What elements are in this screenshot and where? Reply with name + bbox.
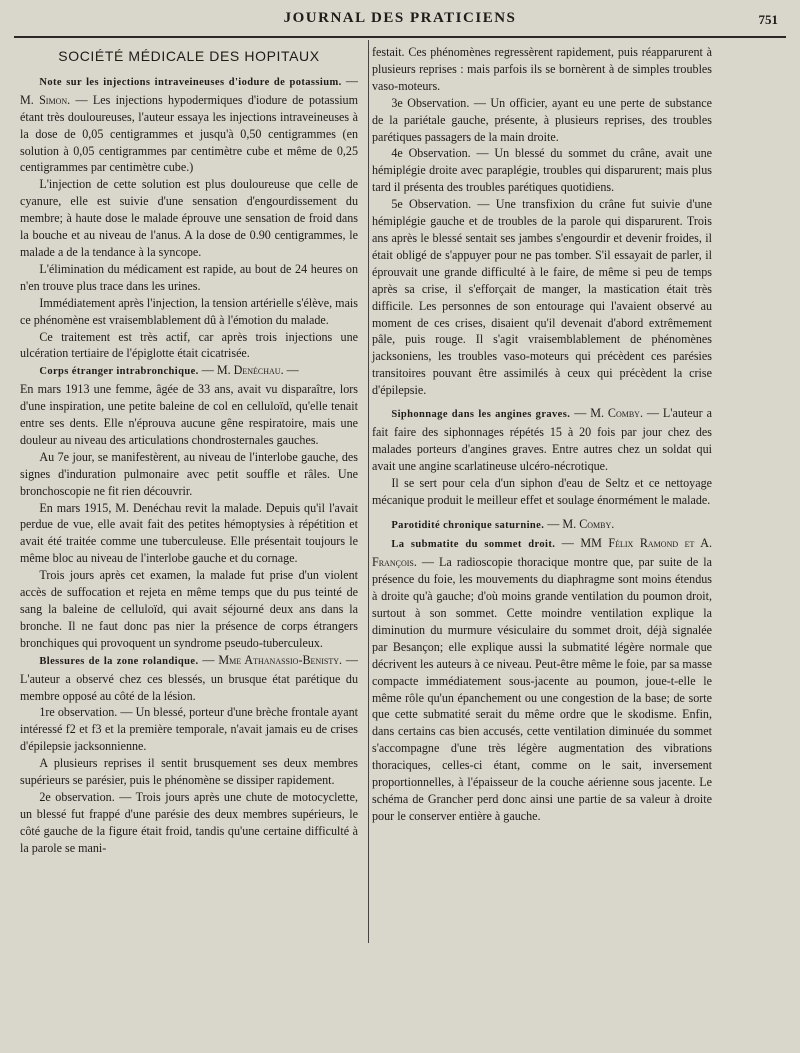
paragraph: festait. Ces phénomènes regressèrent rapidement, puis réapparurent à plusieurs reprises : mais parfois ils se bornèrent à de simples troubles vaso-moteurs. bbox=[372, 45, 712, 93]
paragraph: 3e Observation. — Un officier, ayant eu une perte de substance de la pariétale gauche, présente, à plusieurs reprises, des troubles parétiques passagers de la main droite. bbox=[372, 95, 712, 144]
article-heading: La submatite du sommet droit. bbox=[391, 539, 556, 551]
paragraph: En mars 1915, M. Denéchau revit la malade. Depuis qu'il l'avait perdue de vue, elle avait fait des petites hémoptysies à répétition et avait été traitée comme une tuberculeuse. Elle présentait toujours le même bloc au niveau de l'interlobe gauche et du cornage. bbox=[20, 500, 358, 566]
paragraph: A plusieurs reprises il sentit brusquement ses deux membres supérieurs se parésier, puis le phénomène se dissiper rapidement. bbox=[20, 756, 358, 788]
paragraph: En mars 1913 une femme, âgée de 33 ans, avait vu disparaître, lors d'une inspiration, une petite baleine de col en celluloïd, qu'elle tenait entre ses dents. Elle n'éprouva aucune gêne respiratoire, mais une douleur au niveau des articulations chondrosternales gauches. bbox=[20, 382, 358, 447]
article-author: — M. Comby. bbox=[574, 406, 643, 421]
column-rule bbox=[368, 40, 369, 943]
article-author: — M. Denéchau. — bbox=[201, 363, 299, 378]
paragraph: — L'auteur a observé chez ces blessés, un brusque état parétique du membre opposé au côté de la lésion. bbox=[20, 652, 359, 703]
article-parotidite-lead bbox=[372, 516, 712, 535]
article-author: — M. Simon. — bbox=[20, 73, 358, 107]
article-corps-etranger-lead bbox=[20, 362, 358, 381]
article-heading: Blessures de la zone rolandique. bbox=[39, 655, 199, 667]
article-heading: Siphonnage dans les angines graves. bbox=[391, 409, 571, 421]
paragraph: Les injections hypodermiques d'iodure de potassium étant très douloureuses, l'auteur essaya les injections intraveineuses à la dose de 0,05 centigrammes et jusqu'à 0,50 centigrammes (en solution à 0,05 centigrammes par centimètre cube et même de 0,25 centigrammes par centimètre cube.) bbox=[20, 92, 359, 175]
paragraph: — La radioscopie thoracique montre que, par suite de la présence du foie, les mouvements du diaphragme sont moins étendus à droite qu'à gauche; d'où moins grande ventilation du poumon droit, surtout à son sommet. Cette moindre ventilation explique la diminution du murmure vésiculaire du sommet droit, déjà signalée par Besançon; elle explique aussi la submatité légère normale que décrivent les auteurs à ce niveau. Peut-être même le foie, par sa masse compacte immédiatement sous-jacente au poumon, joue-t-elle le même rôle qu'un épanchement ou une congestion de la base; de sorte que cette submatité serait du même ordre que le skodisme. Enfin, dans certains cas bien accusés, cette ventilation diminuée du sommet s'accompagne d'une très légère augmentation des vibrations thoraciques, celles-ci étant, comme on le sait, inversement proportionnelles, à l'épaisseur de la couche aérienne sous jacente. Le schéma de Grancher perd donc ainsi une partie de sa valeur à droite pour le conserver entière à gauche. bbox=[372, 555, 712, 823]
right-column bbox=[372, 44, 712, 825]
article-submatite-lead bbox=[372, 535, 712, 824]
paragraph: 1re observation. — Un blessé, porteur d'une brèche frontale ayant intéressé f2 et f3 et la première temporale, n'avait jamais eu de crises d'épilepsie jacksonnienne. bbox=[20, 705, 358, 754]
article-author: — Mme Athanassio-Benisty. bbox=[202, 652, 343, 667]
article-heading: Parotidité chronique saturnine. bbox=[391, 520, 545, 532]
journal-title: JOURNAL DES PRATICIENS bbox=[283, 10, 517, 26]
header-rule bbox=[14, 36, 786, 38]
left-column bbox=[20, 44, 358, 857]
section-title: SOCIÉTÉ MÉDICALE DES HOPITAUX bbox=[58, 48, 320, 64]
paragraph: 2e observation. — Trois jours après une chute de motocyclette, un blessé fut frappé d'une parésie des deux membres supérieurs, le côté gauche de la figure était froid, tandis qu'une certaine difficulté à la parole se mani- bbox=[20, 789, 358, 855]
running-header bbox=[14, 10, 786, 32]
paragraph: Au 7e jour, se manifestèrent, au niveau de l'interlobe gauche, des signes d'induration pulmonaire avec petit souffle et râles. Une bronchoscopie ne fit rien découvrir. bbox=[20, 449, 358, 498]
article-author: — MM Félix Ramond et A. François. bbox=[372, 536, 712, 570]
paragraph: — L'auteur a fait faire des siphonnages répétés 15 à 20 fois par jour chez des malades porteurs d'angines graves. Entre autres chez un soldat qui avait une angine scarlatineuse ulcéro-nécrotique. bbox=[372, 406, 712, 473]
paragraph: Il se sert pour cela d'un siphon d'eau de Seltz et ce nettoyage mécanique produit le meilleur effet et soulage énormément le malade. bbox=[372, 475, 712, 507]
article-siphonnage-lead bbox=[372, 405, 712, 475]
paragraph: 5e Observation. — Une transfixion du crâne fut suivie d'une hémiplégie gauche et de troubles de la parole qui disparurent. Trois ans après le blessé sentait ses jambes s'engourdir et devenir froides, il était obligé de s'appuyer pour ne pas tomber. S'il essayait de parler, il éprouvait une grande difficulté à le faire, de même si peu de temps après sa crise, il s'efforçait de manger, la mastication était très difficile. Les personnes de son entourage qui l'avaient observé au moment de ces crises, disaient qu'il devenait d'abord extrêmement pâle, puis rouge. Il s'agit vraisemblablement de phénomènes jacksoniens, les troubles vaso-moteurs qui précèdent ces parésies transitoires pouvant être assimilés à ceux qui précèdent la crise d'épilepsie. bbox=[372, 197, 712, 398]
article-heading: Note sur les injections intraveineuses d'iodure de potassium. bbox=[39, 76, 342, 88]
article-iodure-lead bbox=[20, 73, 358, 176]
article-rolandique-lead bbox=[20, 652, 358, 705]
paragraph: L'injection de cette solution est plus douloureuse que celle de cyanure, elle est suivie d'une sensation d'engourdissement du membre; à haute dose le malade éprouve une sensation de froid dans la bouche et au niveau de l'anus. A la dose de 0.90 centigrammes, le malade a de la tendance à la syncope. bbox=[20, 177, 358, 259]
paragraph: 4e Observation. — Un blessé du sommet du crâne, avait une hémiplégie droite avec paraplégie, troubles qui disparurent; mais plus tard il présenta des troubles parétiques quotidiens. bbox=[372, 146, 712, 195]
paragraph: Immédiatement après l'injection, la tension artérielle s'élève, mais ce phénomène est vraisemblablement dû à l'émotion du malade. bbox=[20, 295, 358, 327]
paragraph: Trois jours après cet examen, la malade fut prise d'un violent accès de suffocation et rejeta en même temps que du pus teinté de sang la baleine de celluloïd, qui avait séjourné deux ans dans la bronche. Il ne faut donc pas nier la présence de corps étrangers bronchiques qui provoquent un syndrome pseudo-tuberculeux. bbox=[20, 568, 358, 650]
paragraph: L'élimination du médicament est rapide, au bout de 24 heures on n'en trouve plus trace dans les urines. bbox=[20, 261, 358, 293]
paragraph: Ce traitement est très actif, car après trois injections une ulcération tertiaire de l'épiglotte était cicatrisée. bbox=[20, 329, 358, 361]
article-author: — M. Comby. bbox=[547, 517, 615, 532]
article-heading: Corps étranger intrabronchique. bbox=[39, 366, 199, 378]
page-number: 751 bbox=[758, 12, 778, 27]
